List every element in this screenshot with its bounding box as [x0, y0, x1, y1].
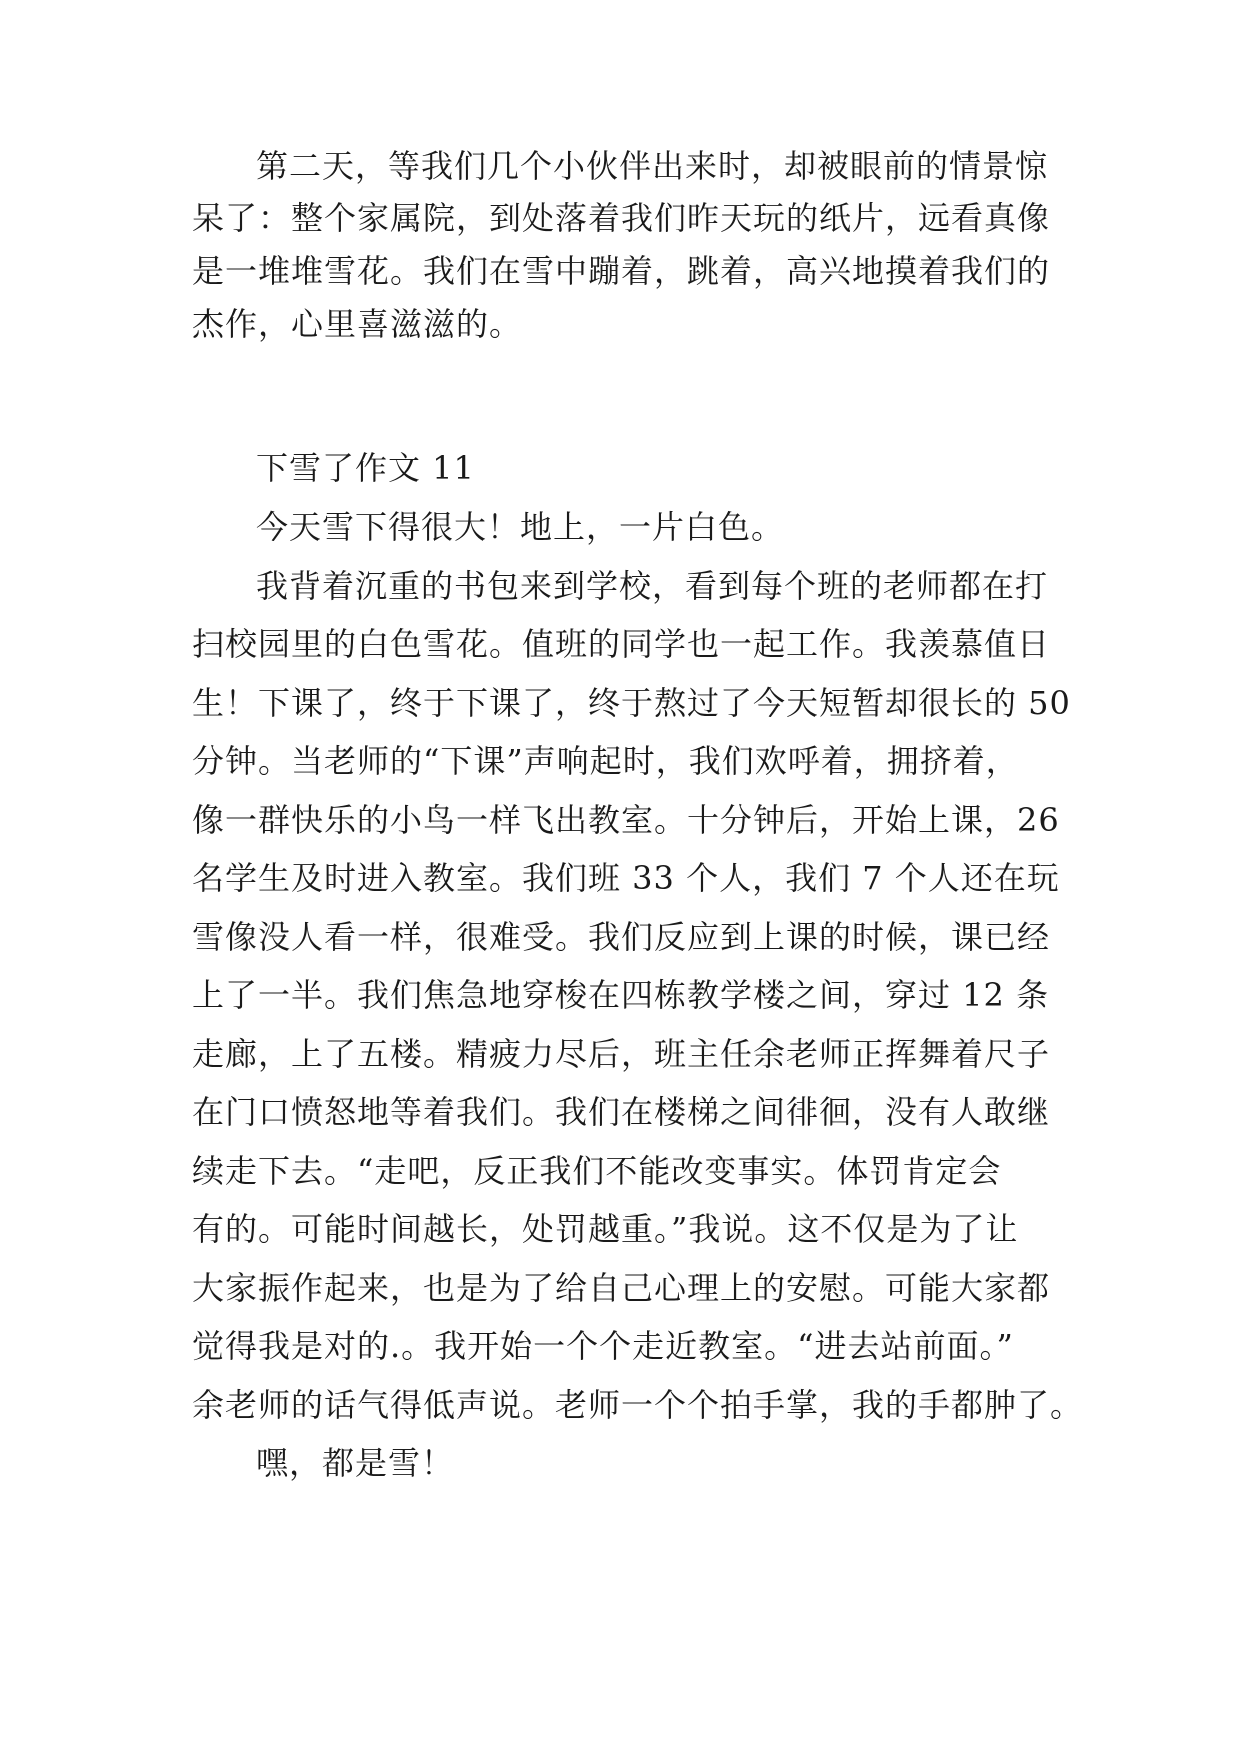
paragraph-3-line-11: 续走下去。“走吧，反正我们不能改变事实。体罚肯定会 — [192, 1152, 1002, 1190]
paragraph-3-line-15: 余老师的话气得低声说。老师一个个拍手掌，我的手都肿了。 — [192, 1386, 1084, 1424]
paragraph-3-line-3: 生！下课了，终于下课了，终于熬过了今天短暂却很长的 50 — [192, 684, 1071, 722]
paragraph-3-line-1: 我背着沉重的书包来到学校，看到每个班的老师都在打 — [256, 567, 1049, 605]
paragraph-3-line-2: 扫校园里的白色雪花。值班的同学也一起工作。我羡慕值日 — [192, 625, 1051, 663]
paragraph-4-line-1: 嘿，都是雪！ — [256, 1444, 455, 1482]
paragraph-3-line-14: 觉得我是对的.。我开始一个个走近教室。“进去站前面。” — [192, 1327, 1014, 1365]
paragraph-3-line-4: 分钟。当老师的“下课”声响起时，我们欢呼着，拥挤着， — [192, 742, 1019, 780]
paragraph-2-line-1: 今天雪下得很大！地上，一片白色。 — [256, 508, 785, 546]
paragraph-3-line-13: 大家振作起来，也是为了给自己心理上的安慰。可能大家都 — [192, 1269, 1051, 1307]
paragraph-1-line-3: 是一堆堆雪花。我们在雪中蹦着，跳着，高兴地摸着我们的 — [192, 252, 1051, 290]
essay-heading: 下雪了作文 11 — [256, 449, 475, 487]
paragraph-1-line-2: 呆了：整个家属院，到处落着我们昨天玩的纸片，远看真像 — [192, 199, 1051, 237]
paragraph-3-line-8: 上了一半。我们焦急地穿梭在四栋教学楼之间，穿过 12 条 — [192, 976, 1050, 1014]
paragraph-1-line-1: 第二天，等我们几个小伙伴出来时，却被眼前的情景惊 — [256, 147, 1049, 185]
paragraph-1-line-4: 杰作，心里喜滋滋的。 — [192, 305, 523, 343]
paragraph-3-line-9: 走廊，上了五楼。精疲力尽后，班主任余老师正挥舞着尺子 — [192, 1035, 1051, 1073]
paragraph-3-line-6: 名学生及时进入教室。我们班 33 个人，我们 7 个人还在玩 — [192, 859, 1060, 897]
paragraph-3-line-5: 像一群快乐的小鸟一样飞出教室。十分钟后，开始上课，26 — [192, 801, 1060, 839]
paragraph-3-line-7: 雪像没人看一样，很难受。我们反应到上课的时候，课已经 — [192, 918, 1051, 956]
paragraph-3-line-10: 在门口愤怒地等着我们。我们在楼梯之间徘徊，没有人敢继 — [192, 1093, 1051, 1131]
paragraph-3-line-12: 有的。可能时间越长，处罚越重。”我说。这不仅是为了让 — [192, 1210, 1019, 1248]
